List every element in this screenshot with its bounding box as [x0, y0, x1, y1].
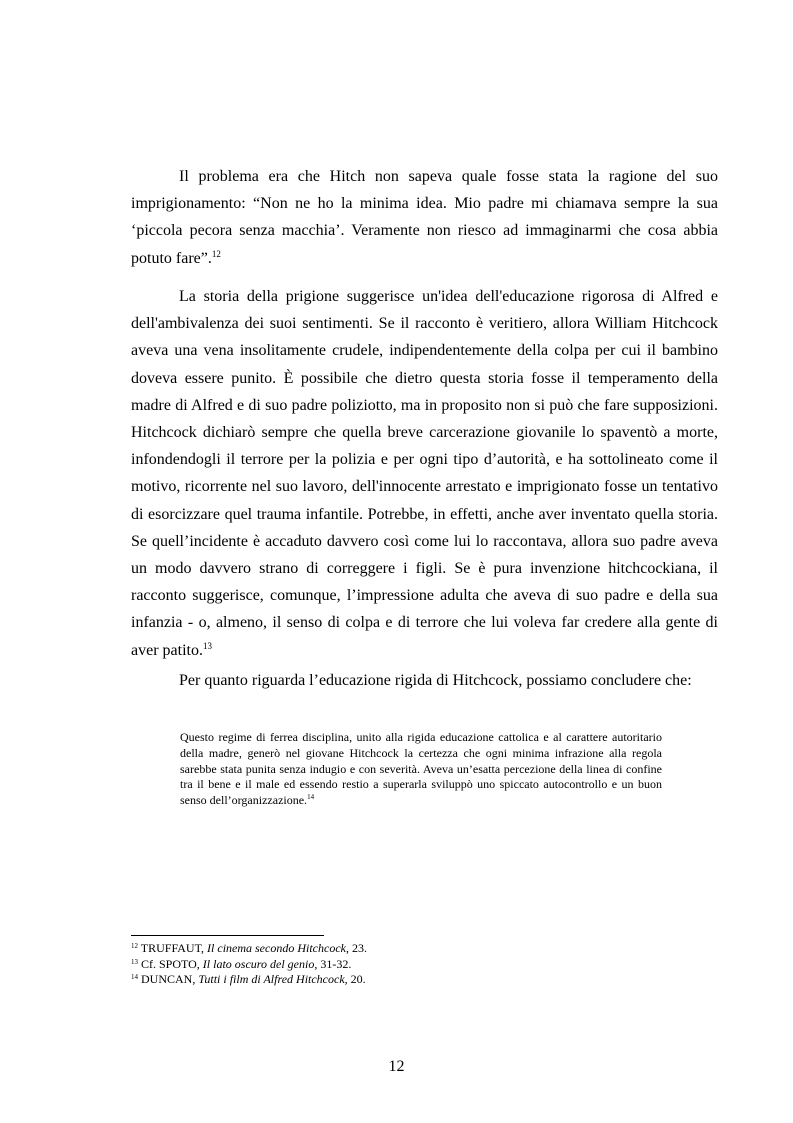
footnote-divider [131, 935, 324, 936]
footnote-ref-12[interactable]: 12 [211, 248, 221, 259]
footnote-13 [131, 957, 718, 973]
footnote-author: TRUFFAUT, [140, 941, 208, 955]
footnote-title: Tutti i film di Alfred Hitchcock [198, 972, 345, 987]
footnote-ref-14[interactable]: 14 [307, 793, 315, 802]
footnote-14 [131, 972, 718, 988]
block-quote-text: Questo regime di ferrea disciplina, unito alla rigida educazione cattolica e al carattere autoritario della madre, generò nel giovane Hitchcock la certezza che ogni minima infrazione alla regola sarebbe stata punita senza indugio e con severità. Aveva un’esatta percezione della linea di confine tra il bene e il male ed essendo restio a superarla sviluppò uno spiccato autocontrollo e un buon senso dell’organizzazione. [180, 730, 662, 808]
paragraph-text: Per quanto riguarda l’educazione rigida di Hitchcock, possiamo concludere che: [179, 672, 692, 689]
footnote-title: Il cinema secondo Hitchcock [207, 941, 346, 955]
footnote-page: , 31-32. [314, 956, 352, 971]
footnote-author: Cf. SPOTO, [141, 956, 203, 971]
footnote-ref-13[interactable]: 13 [202, 640, 212, 651]
paragraph-text: La storia della prigione suggerisce un'idea dell'educazione rigorosa di Alfred e dell'ambivalenza dei suoi sentimenti. Se il racconto è veritiero, allora William Hitchcock aveva una vena insolitamente crudele, indipendentemente della colpa per cui il bambino doveva essere punito. È possibile che dietro questa storia fosse il temperamento della madre di Alfred e di suo padre poliziotto, ma in proposito non si può che fare supposizioni. Hitchcock dichiarò sempre che quella breve carcerazione giovanile lo spaventò a morte, infondendogli il terrore per la polizia e per ogni tipo d’autorità, e ha sottolineato come il motivo, ricorrente nel suo lavoro, dell'innocente arrestato e imprigionato fosse un tentativo di esorcizzare quel trauma infantile. Potrebbe, in effetti, anche aver inventato quella storia. Se quell’incidente è accaduto davvero così come lui lo raccontava, allora suo padre aveva un modo davvero strano di correggere i figli. Se è pura invenzione hitchcockiana, il racconto suggerisce, comunque, l’impressione adulta che aveva di suo padre e della sua infanzia - o, almeno, il senso di colpa e di terrore che lui voleva far credere alla gente di aver patito. [131, 288, 718, 659]
footnote-number: 13 [131, 957, 138, 966]
paragraph-3 [131, 667, 718, 694]
paragraph-text: Il problema era che Hitch non sapeva quale fosse stata la ragione del suo imprigionamento: “Non ne ho la minima idea. Mio padre mi chiamava sempre la sua ‘piccola pecora senza macchia’. Veramente non riesco ad immaginarmi che cosa abbia potuto fare”. [131, 168, 718, 267]
footnote-page: , 23. [345, 941, 367, 955]
footnote-number: 12 [131, 942, 138, 950]
footnote-12 [131, 941, 718, 957]
footnote-title: Il lato oscuro del genio [202, 956, 315, 971]
paragraph-2 [131, 283, 718, 664]
footnote-number: 14 [131, 973, 138, 982]
block-quote [180, 730, 662, 809]
page-number: 12 [388, 1058, 405, 1075]
paragraph-1 [131, 163, 718, 272]
footnotes [131, 941, 718, 988]
footnote-author: DUNCAN, [141, 972, 199, 987]
footnote-page: , 20. [344, 972, 366, 987]
